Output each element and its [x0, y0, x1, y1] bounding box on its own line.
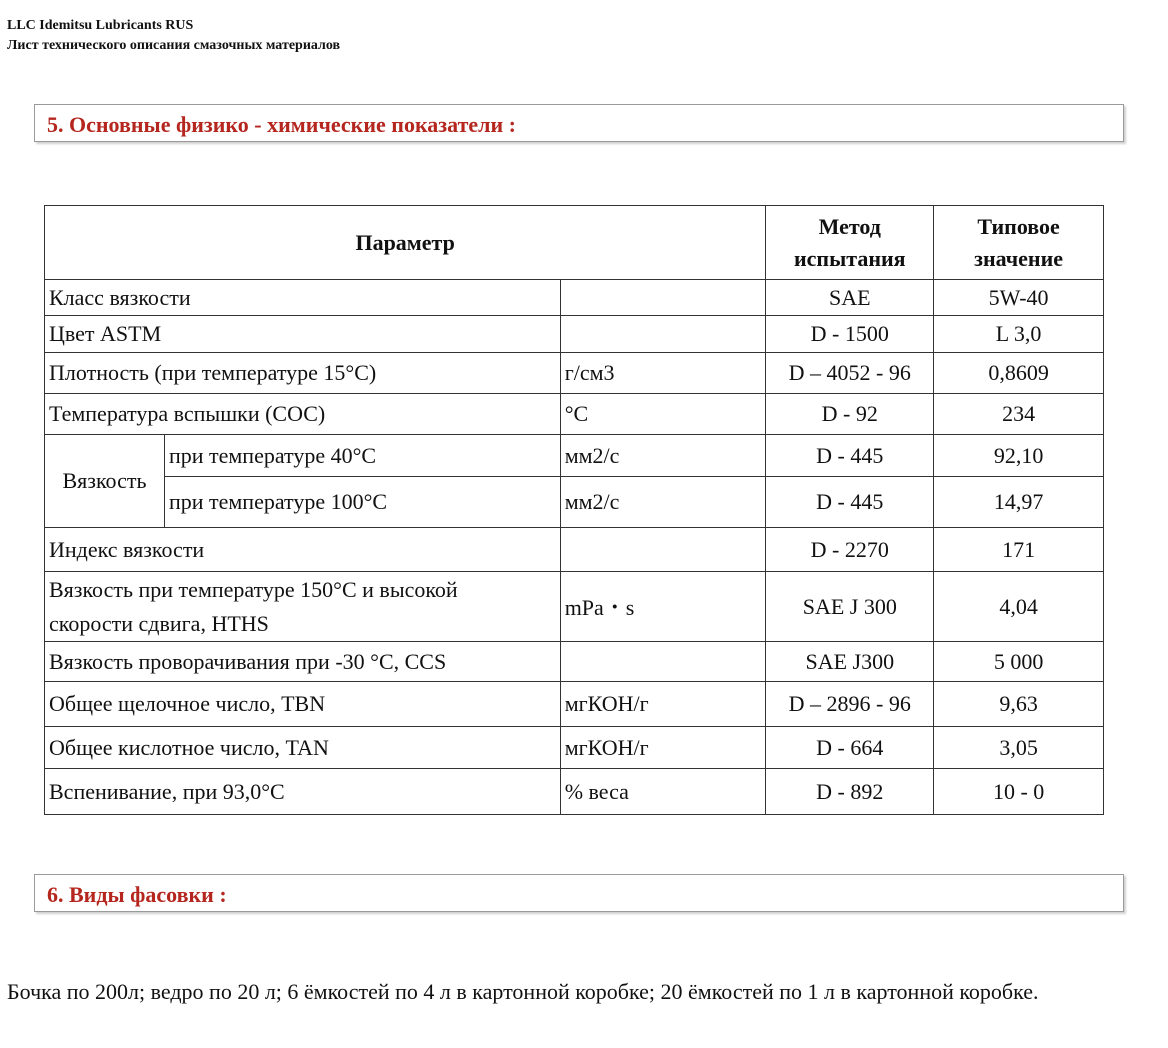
- section-6-title: 6. Виды фасовки :: [47, 882, 227, 907]
- value-cell: 234: [934, 394, 1104, 435]
- header-method-line2: испытания: [793, 245, 906, 271]
- properties-table: [44, 205, 1104, 815]
- param-cell: Общее кислотное число, TAN: [45, 727, 561, 769]
- value-cell: 5 000: [934, 642, 1104, 682]
- table-row: [45, 280, 1104, 316]
- param-cell: Вспенивание, при 93,0°С: [45, 769, 561, 815]
- value-cell: 9,63: [934, 682, 1104, 727]
- unit-cell: мгКОН/г: [560, 727, 766, 769]
- table-row: [45, 682, 1104, 727]
- table-row: [45, 477, 1104, 528]
- unit-cell: г/см3: [560, 353, 766, 394]
- method-cell: D - 445: [766, 477, 934, 528]
- method-cell: D – 4052 - 96: [766, 353, 934, 394]
- method-cell: D - 92: [766, 394, 934, 435]
- company-name: LLC Idemitsu Lubricants RUS: [7, 18, 194, 33]
- table-header-row: [45, 206, 1104, 280]
- header-method-line1: Метод: [818, 213, 881, 239]
- table-row: [45, 435, 1104, 477]
- value-cell: 5W-40: [934, 280, 1104, 316]
- unit-cell: мм2/с: [560, 477, 766, 528]
- value-cell: 92,10: [934, 435, 1104, 477]
- value-cell: 171: [934, 528, 1104, 572]
- method-cell: SAE J300: [766, 642, 934, 682]
- param-cell: Общее щелочное число, TBN: [45, 682, 561, 727]
- table-row: [45, 727, 1104, 769]
- unit-cell: mPa・s: [560, 572, 766, 642]
- param-cell: Цвет ASTM: [45, 316, 561, 353]
- table-row: [45, 572, 1104, 642]
- value-cell: 3,05: [934, 727, 1104, 769]
- packaging-description: Бочка по 200л; ведро по 20 л; 6 ёмкостей по 4 л в картонной коробке; 20 ёмкостей по 1 л в картонной коробке.: [7, 979, 1039, 1004]
- unit-cell: [560, 528, 766, 572]
- section-5-box: [34, 104, 1124, 142]
- table-row: [45, 642, 1104, 682]
- document-subtitle: Лист технического описания смазочных материалов: [7, 38, 341, 53]
- param-cell: Температура вспышки (СОС): [45, 394, 561, 435]
- unit-cell: [560, 280, 766, 316]
- header-method: [766, 206, 934, 280]
- unit-cell: [560, 642, 766, 682]
- method-cell: SAE: [766, 280, 934, 316]
- unit-cell: % веса: [560, 769, 766, 815]
- param-cell: [45, 572, 561, 642]
- method-cell: D - 664: [766, 727, 934, 769]
- section-6-box: [34, 874, 1124, 912]
- value-cell: 14,97: [934, 477, 1104, 528]
- header-value: [934, 206, 1104, 280]
- param-cell: при температуре 100°С: [164, 477, 560, 528]
- unit-cell: мм2/с: [560, 435, 766, 477]
- document-header: [7, 16, 340, 56]
- value-cell: 0,8609: [934, 353, 1104, 394]
- table-row: [45, 769, 1104, 815]
- param-cell: Класс вязкости: [45, 280, 561, 316]
- param-cell: Плотность (при температуре 15°С): [45, 353, 561, 394]
- unit-cell: мгКОН/г: [560, 682, 766, 727]
- method-cell: D - 445: [766, 435, 934, 477]
- value-cell: 4,04: [934, 572, 1104, 642]
- param-line1: Вязкость при температуре 150°С и высокой: [49, 576, 458, 602]
- method-cell: D – 2896 - 96: [766, 682, 934, 727]
- table-row: [45, 394, 1104, 435]
- method-cell: D - 2270: [766, 528, 934, 572]
- header-value-line1: Типовое: [977, 213, 1060, 239]
- unit-cell: °С: [560, 394, 766, 435]
- table-row: [45, 353, 1104, 394]
- table-row: [45, 528, 1104, 572]
- header-value-line2: значение: [974, 245, 1064, 271]
- param-line2: скорости сдвига, HTHS: [49, 610, 269, 636]
- unit-cell: [560, 316, 766, 353]
- section-5-title: 5. Основные физико - химические показатели :: [47, 112, 516, 137]
- viscosity-group-label: Вязкость: [45, 435, 165, 528]
- param-cell: Индекс вязкости: [45, 528, 561, 572]
- param-cell: Вязкость проворачивания при -30 °С, CCS: [45, 642, 561, 682]
- param-cell: при температуре 40°С: [164, 435, 560, 477]
- header-parameter: Параметр: [45, 206, 766, 280]
- method-cell: SAE J 300: [766, 572, 934, 642]
- value-cell: L 3,0: [934, 316, 1104, 353]
- method-cell: D - 892: [766, 769, 934, 815]
- value-cell: 10 - 0: [934, 769, 1104, 815]
- table-row: [45, 316, 1104, 353]
- method-cell: D - 1500: [766, 316, 934, 353]
